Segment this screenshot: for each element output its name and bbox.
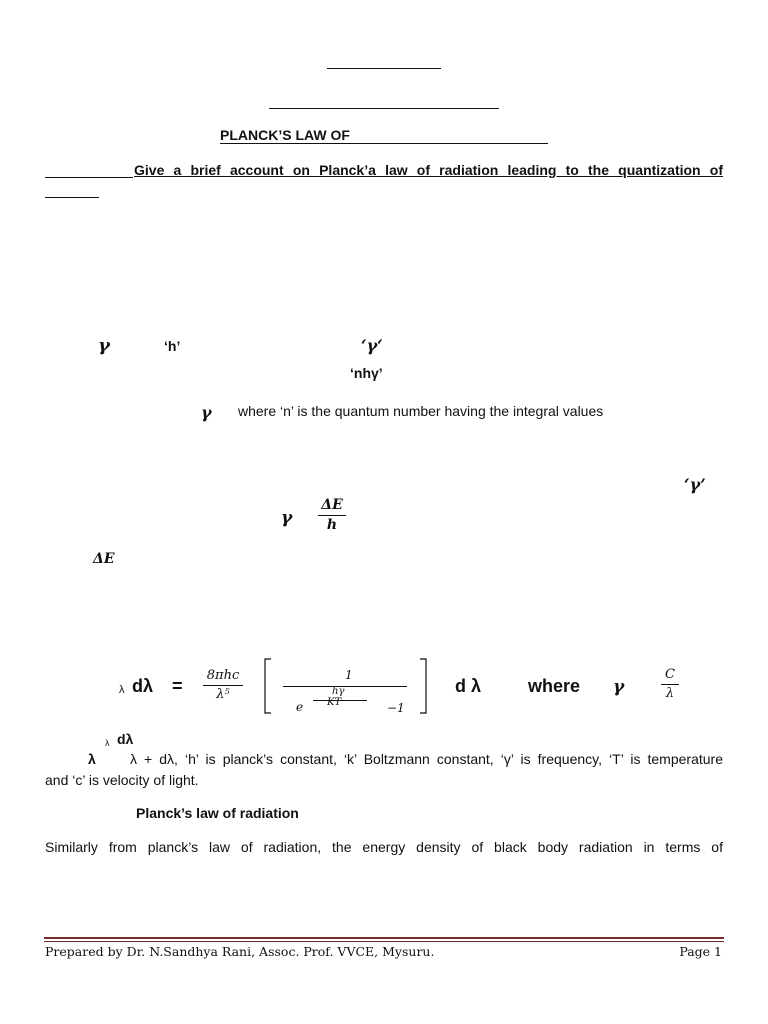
gamma-quote-right: ‘γ’ — [684, 475, 706, 494]
gamma-symbol-2: γ — [201, 403, 212, 422]
delta-e-numerator: ΔE — [321, 497, 343, 513]
right-bracket — [418, 658, 428, 714]
eq-inner-numerator: 1 — [345, 668, 353, 682]
title-blank-line-1 — [327, 68, 441, 69]
footer-rule-thick — [44, 937, 724, 939]
section-paragraph: Similarly from planck’s law of radiation, the energy density of black body radiation in terms of — [45, 839, 723, 855]
title-underline — [220, 143, 548, 144]
eq-c: C — [665, 667, 675, 682]
h-denominator: h — [326, 517, 338, 533]
question-second-line-blank — [45, 197, 99, 198]
eq-c-over-lambda — [661, 667, 679, 701]
delta-e-over-h — [318, 497, 346, 533]
def-lambda-subscript: λ — [105, 738, 110, 748]
eq-equals: = — [172, 676, 183, 696]
quantum-number-text: where ‘n’ is the quantum number having the integral values — [238, 403, 604, 419]
page-title-text: PLANCK’S LAW OF — [220, 127, 350, 143]
page-title — [220, 127, 350, 143]
gamma-symbol-1: γ — [98, 335, 110, 356]
eq-coefficient-bar — [203, 685, 243, 686]
eq-coefficient-denominator: λ⁵ — [216, 687, 230, 702]
nh-gamma: ‘nhγ’ — [350, 365, 383, 381]
eq-d-lambda: dλ — [132, 676, 154, 696]
def-line-2: and ‘c’ is velocity of light. — [45, 772, 199, 788]
footer-rule-thin — [44, 941, 724, 942]
left-bracket — [263, 658, 273, 714]
eq-exponent-denominator: KT — [327, 697, 342, 708]
eq-c-bar — [661, 684, 679, 685]
eq-where: where — [528, 676, 581, 696]
eq-coefficient — [203, 668, 243, 702]
h-quote: ‘h’ — [164, 338, 181, 354]
delta-e-label: ΔE — [93, 551, 115, 567]
question-text: Give a brief account on Planck’a law of radiation leading to the quantization of — [134, 162, 723, 178]
question-blank-line — [45, 177, 133, 178]
section-heading: Planck’s law of radiation — [136, 805, 299, 821]
fraction-bar — [318, 515, 346, 516]
def-line-1: λ + dλ, ‘h’ is planck’s constant, ‘k’ Boltzmann constant, ‘γ’ is frequency, ‘T’ is temperature — [130, 751, 723, 767]
eq-inner-bar — [283, 686, 407, 687]
eq-lambda-subscript: λ — [119, 684, 125, 696]
footer-page-number: Page 1 — [679, 944, 722, 959]
eq-coefficient-numerator: 8πhc — [206, 668, 240, 683]
eq-exponent-numerator: hγ — [332, 686, 345, 697]
eq-lambda: λ — [665, 686, 675, 701]
eq-e: e — [296, 700, 304, 714]
eq-d-lambda-after: d λ — [455, 676, 482, 696]
eq-minus-one: −1 — [387, 701, 405, 715]
footer-author: Prepared by Dr. N.Sandhya Rani, Assoc. Prof. VVCE, Mysuru. — [45, 944, 435, 959]
eq-gamma: γ — [613, 677, 625, 697]
gamma-quote: ‘γ‘ — [361, 336, 383, 355]
def-d-lambda: dλ — [117, 731, 134, 747]
gamma-symbol-3: γ — [281, 508, 293, 528]
def-lambda-1: λ — [88, 751, 96, 767]
title-blank-line-2 — [269, 108, 499, 109]
